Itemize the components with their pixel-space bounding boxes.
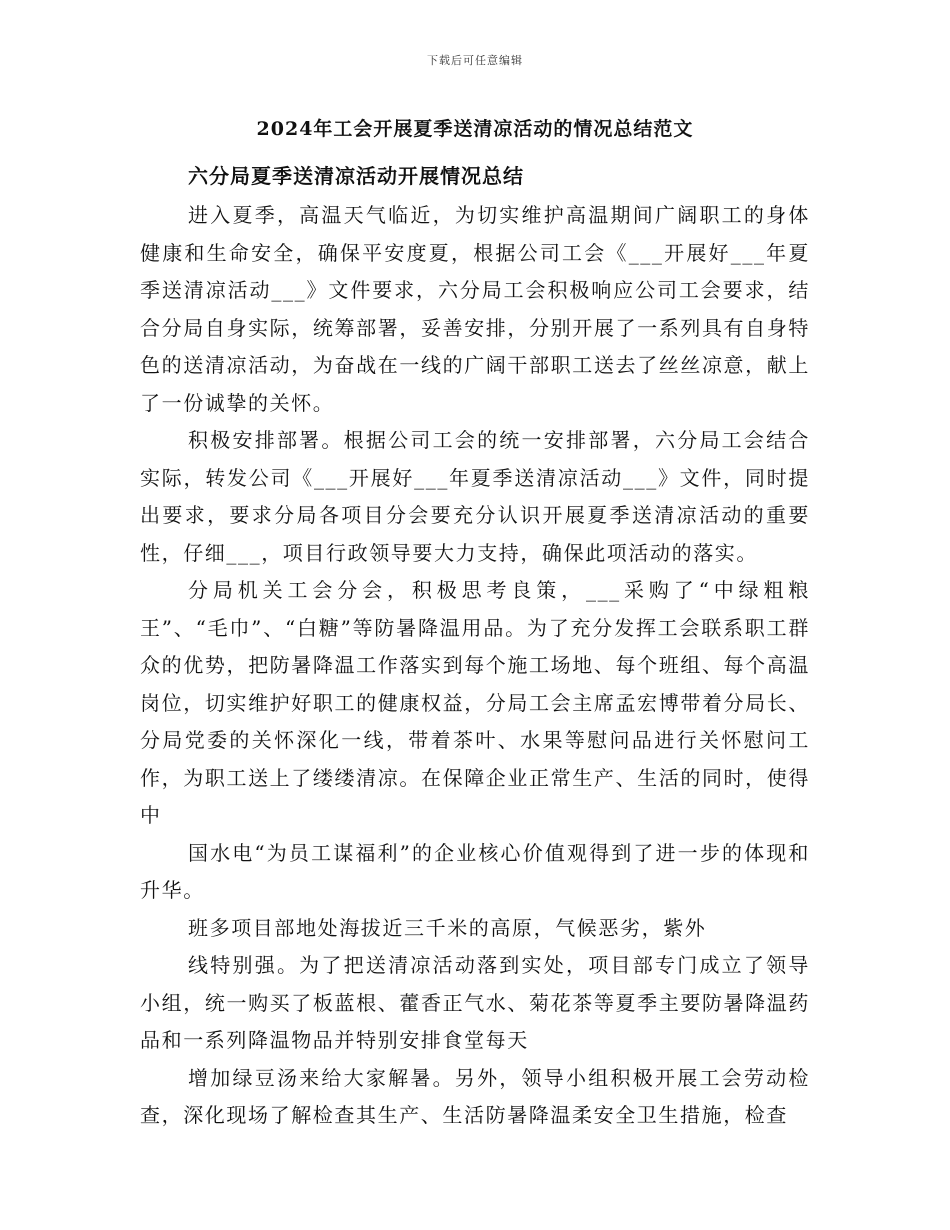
page-header-note: 下载后可任意编辑	[427, 54, 523, 67]
paragraph: 分局机关工会分会，积极思考良策，___采购了“中绿粗粮王”、“毛巾”、“白糖”等防暑降温用品。为了充分发挥工会联系职工群众的优势，把防暑降温工作落实到每个施工场地、每个班组、每个高温岗位，切实维护好职工的健康权益，分局工会主席孟宏博带着分局长、分局党委的关怀深化一线，带着茶叶、水果等慰问品进行关怀慰问工作，为职工送上了缕缕清凉。在保障企业正常生产、生活的同时，使得中	[140, 578, 810, 827]
paragraph: 线特别强。为了把送清凉活动落到实处，项目部专门成立了领导小组，统一购买了板蓝根、藿香正气水、菊花茶等夏季主要防暑降温药品和一系列降温物品并特别安排食堂每天	[140, 953, 810, 1052]
paragraph: 增加绿豆汤来给大家解暑。另外，领导小组积极开展工会劳动检查，深化现场了解检查其生产、生活防暑降温柔安全卫生措施，检查	[140, 1065, 810, 1127]
paragraph: 积极安排部署。根据公司工会的统一安排部署，六分局工会结合实际，转发公司《___开展好___年夏季送清凉活动___》文件，同时提出要求，要求分局各项目分会要充分认识开展夏季送清凉活动的重要性，仔细___，项目行政领导要大力支持，确保此项活动的落实。	[140, 428, 810, 565]
paragraph: 国水电“为员工谋福利”的企业核心价值观得到了进一步的体现和升华。	[140, 840, 810, 902]
document-title: 2024年工会开展夏季送清凉活动的情况总结范文	[256, 118, 694, 140]
document-body	[140, 197, 810, 1135]
section-heading: 六分局夏季送清凉活动开展情况总结	[188, 164, 524, 188]
paragraph: 进入夏季，高温天气临近，为切实维护高温期间广阔职工的身体健康和生命安全，确保平安度夏，根据公司工会《___开展好___年夏季送清凉活动___》文件要求，六分局工会积极响应公司工会要求，结合分局自身实际，统筹部署，妥善安排，分别开展了一系列具有自身特色的送清凉活动，为奋战在一线的广阔干部职工送去了丝丝凉意，献上了一份诚挚的关怀。	[140, 203, 810, 415]
paragraph: 班多项目部地处海拔近三千米的高原，气候恶劣，紫外	[188, 915, 707, 940]
